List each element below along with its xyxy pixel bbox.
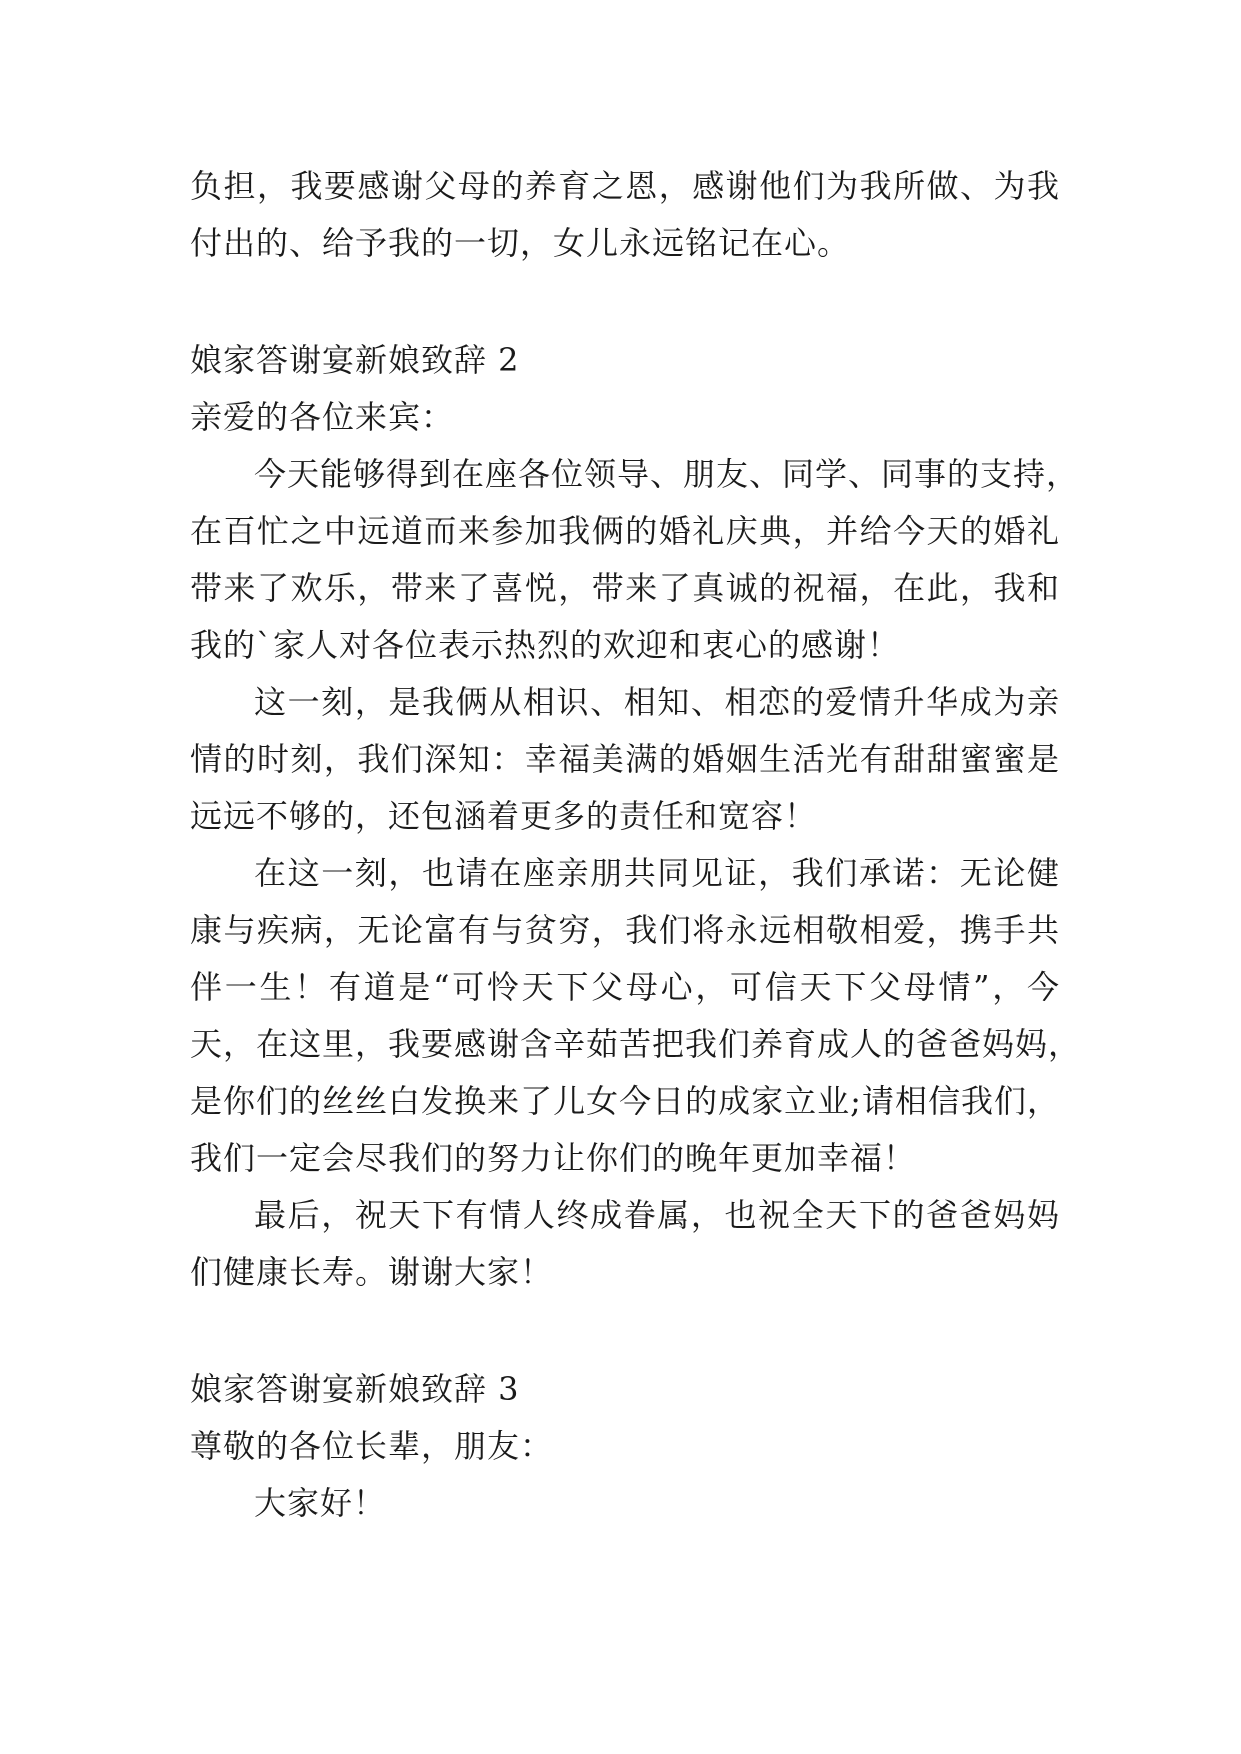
salutation: 尊敬的各位长辈，朋友： (190, 1427, 554, 1465)
paragraph-line: 情的时刻，我们深知：幸福美满的婚姻生活光有甜甜蜜蜜是 (190, 740, 1060, 778)
paragraph-line: 天，在这里，我要感谢含辛茹苦把我们养育成人的爸爸妈妈， (190, 1025, 1082, 1063)
paragraph-line: 是你们的丝丝白发换来了儿女今日的成家立业;请相信我们， (190, 1082, 1060, 1120)
paragraph-line: 们健康长寿。谢谢大家！ (190, 1253, 554, 1291)
section-title: 娘家答谢宴新娘致辞 2 (190, 341, 520, 379)
paragraph-line: 远远不够的，还包涵着更多的责任和宽容！ (190, 797, 818, 835)
paragraph-line: 我们一定会尽我们的努力让你们的晚年更加幸福！ (190, 1139, 917, 1177)
paragraph-line: 付出的、给予我的一切，女儿永远铭记在心。 (190, 224, 851, 262)
paragraph-line: 最后，祝天下有情人终成眷属，也祝全天下的爸爸妈妈 (254, 1196, 1060, 1234)
greeting: 大家好！ (254, 1484, 387, 1522)
paragraph-line: 在这一刻，也请在座亲朋共同见证，我们承诺：无论健 (254, 854, 1060, 892)
paragraph-line: 今天能够得到在座各位领导、朋友、同学、同事的支持， (254, 455, 1080, 493)
salutation: 亲爱的各位来宾： (190, 398, 455, 436)
paragraph-line: 康与疾病，无论富有与贫穷，我们将永远相敬相爱，携手共 (190, 911, 1060, 949)
section-title: 娘家答谢宴新娘致辞 3 (190, 1370, 520, 1408)
paragraph-line: 在百忙之中远道而来参加我俩的婚礼庆典，并给今天的婚礼 (190, 512, 1060, 550)
paragraph-line: 带来了欢乐，带来了喜悦，带来了真诚的祝福，在此，我和 (190, 569, 1060, 607)
paragraph-line: 负担，我要感谢父母的养育之恩，感谢他们为我所做、为我 (190, 167, 1060, 205)
paragraph-line: 这一刻，是我俩从相识、相知、相恋的爱情升华成为亲 (254, 683, 1060, 721)
paragraph-line: 我的`家人对各位表示热烈的欢迎和衷心的感谢！ (190, 626, 901, 664)
paragraph-line: 伴一生！有道是“可怜天下父母心，可信天下父母情”，今 (190, 968, 1060, 1006)
